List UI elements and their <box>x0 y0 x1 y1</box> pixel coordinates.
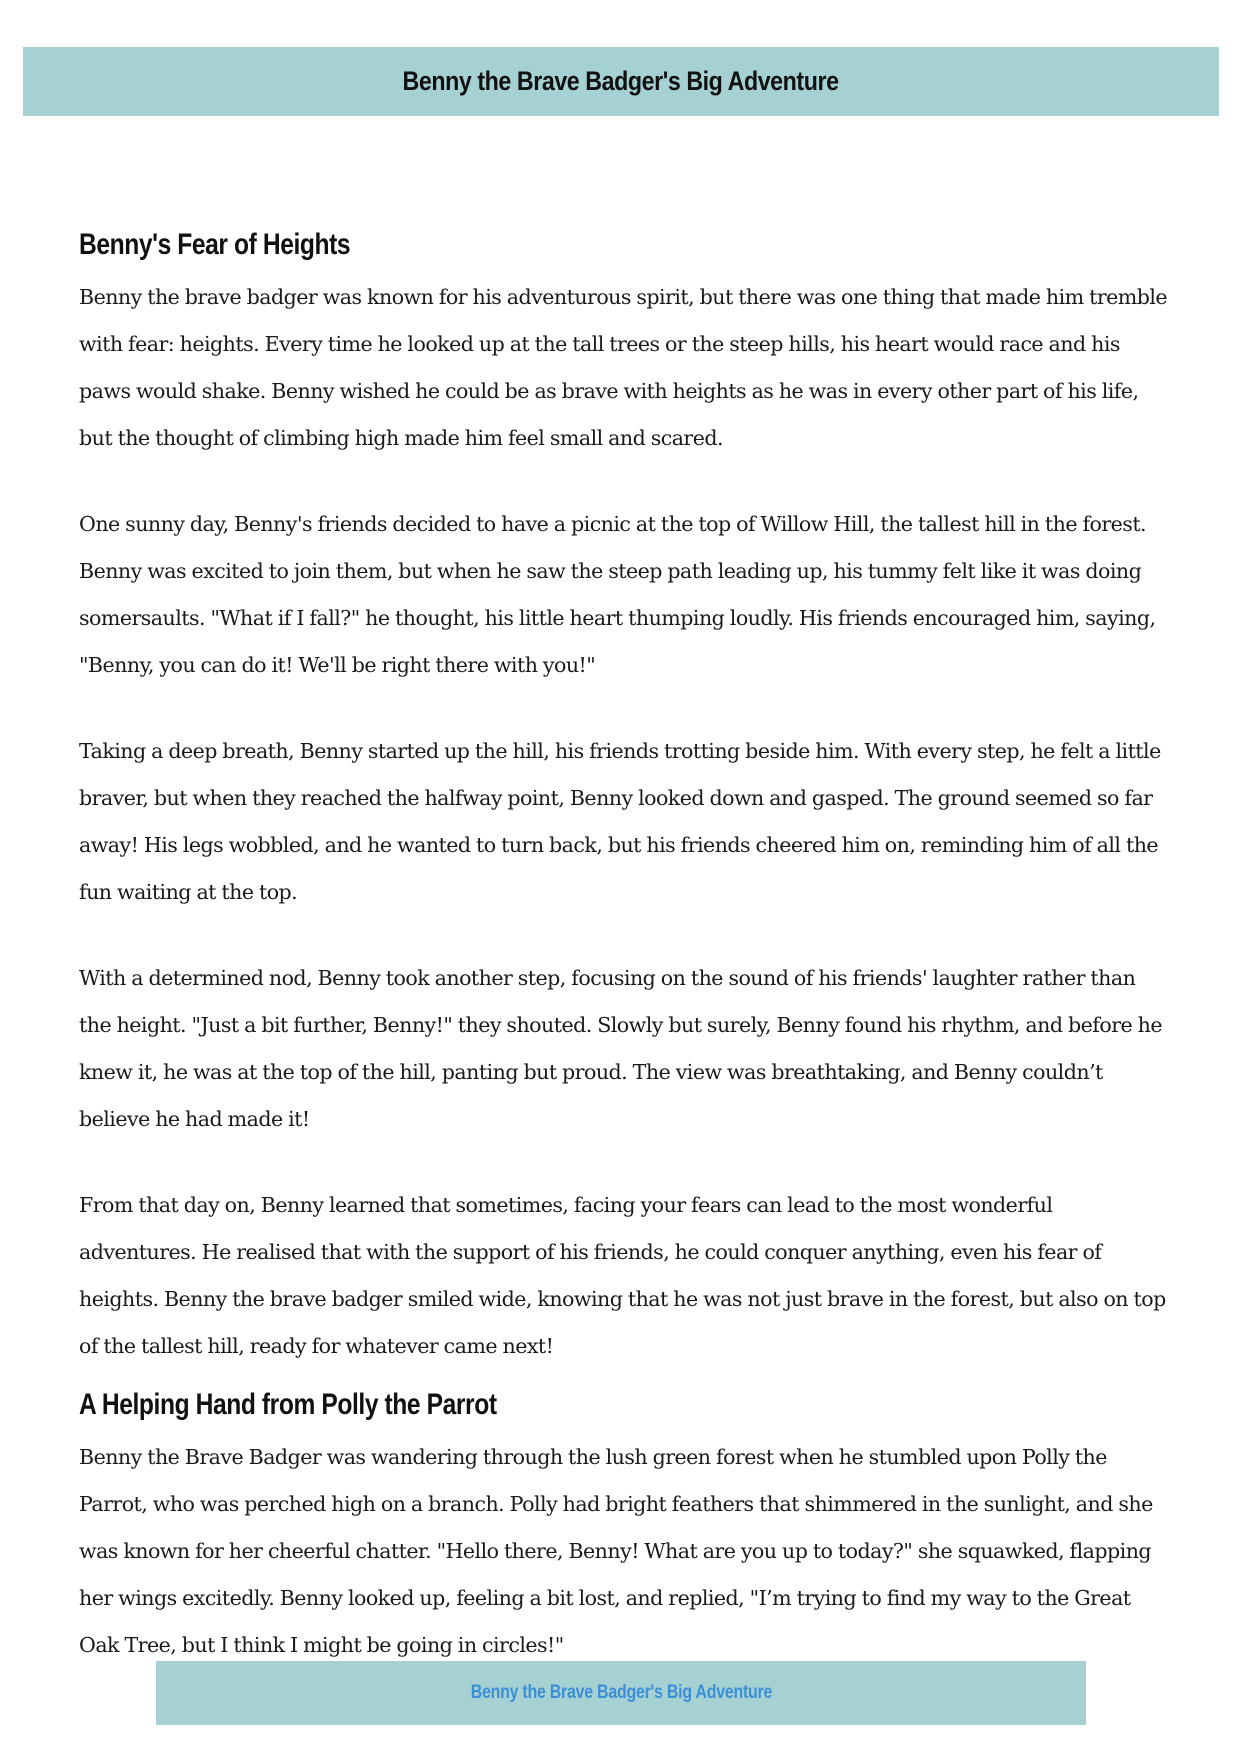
paragraph: From that day on, Benny learned that sometimes, facing your fears can lead to the most wonderful adventures. He realised that with the support of his friends, he could conquer anything, even his fear of heights. Benny the brave badger smiled wide, knowing that he was not just brave in the forest, but also on top of the tallest hill, ready for whatever came next! <box>79 1193 1166 1358</box>
header-banner <box>23 47 1219 116</box>
footer-banner <box>156 1661 1086 1725</box>
paragraph: Taking a deep breath, Benny started up the hill, his friends trotting beside him. With every step, he felt a little braver, but when they reached the halfway point, Benny looked down and gasped. The ground seemed so far away! His legs wobbled, and he wanted to turn back, but his friends cheered him on, reminding him of all the fun waiting at the top. <box>79 739 1161 904</box>
paragraph: Benny the brave badger was known for his adventurous spirit, but there was one thing that made him tremble with fear: heights. Every time he looked up at the tall trees or the steep hills, his heart would race and his paws would shake. Benny wished he could be as brave with heights as he was in every other part of his life, but the thought of climbing high made him feel small and scared. <box>79 285 1168 450</box>
paragraph: One sunny day, Benny's friends decided to have a picnic at the top of Willow Hill, the tallest hill in the forest. Benny was excited to join them, but when he saw the steep path leading up, his tummy felt like it was doing somersaults. "What if I fall?" he thought, his little heart thumping loudly. His friends encouraged him, saying, "Benny, you can do it! We'll be right there with you!" <box>79 512 1156 677</box>
story-content <box>79 200 1169 1669</box>
document-title: Benny the Brave Badger's Big Adventure <box>402 66 840 96</box>
paragraph: With a determined nod, Benny took another step, focusing on the sound of his friends' laughter rather than the height. "Just a bit further, Benny!" they shouted. Slowly but surely, Benny found his rhythm, and before he knew it, he was at the top of the hill, panting but proud. The view was breathtaking, and Benny couldn’t believe he had made it! <box>79 966 1162 1131</box>
footer-title: Benny the Brave Badger's Big Adventure <box>470 1682 772 1703</box>
section-heading-polly-the-parrot: A Helping Hand from Polly the Parrot <box>79 1388 497 1421</box>
paragraph: Benny the Brave Badger was wandering through the lush green forest when he stumbled upon Polly the Parrot, who was perched high on a branch. Polly had bright feathers that shimmered in the sunlight, and she was known for her cheerful chatter. "Hello there, Benny! What are you up to today?" she squawked, flapping her wings excitedly. Benny looked up, feeling a bit lost, and replied, "I’m trying to find my way to the Great Oak Tree, but I think I might be going in circles!" <box>79 1445 1153 1657</box>
section-heading-fear-of-heights: Benny's Fear of Heights <box>79 228 351 261</box>
